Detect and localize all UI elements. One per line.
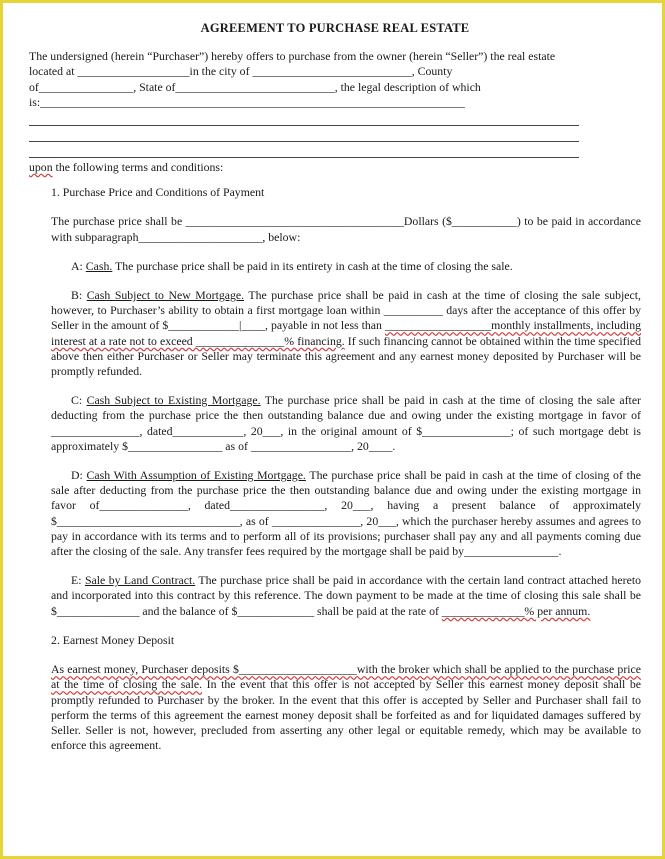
intro-line-4: is:________________________________________________________________________ [29,94,465,109]
clause-b-text-2: If such financing cannot be obtained within the time specified above then either Purchaser or Seller may terminate this agreement and any earnest money deposited by Purchaser will be promptly refunded. [51,333,641,379]
clause-b-prefix: B: [71,288,87,303]
clause-d-text: The purchase price shall be paid in cash at the time of closing of the sale after deducting from the purchase price the then outstanding balance due and owing under the existing mortgage in favor of_______________, dated________________, 20___, having a present balance of approximately $_______________________________, as of _______________, 20___, which the purchaser hereby assumes and agrees to pay in accordance with its terms and to perform all of its provisions; purchaser shall pay any and all payments coming due after the closing of the sale. Any transfer fees required by the mortgage shall be paid by________________. [51,468,642,559]
clause-c-text: The purchase price shall be paid in cash at the time of closing the sale after deducting from the purchase price the then outstanding balance due and owing under the existing mortgage in favor of _______________, dated____________, 20___, in the original amount of $_______________; of such mortgage debt is approximately $________________ as of _________________, 20____. [51,393,641,453]
intro-terms-line [29,160,641,175]
earnest-money-paragraph [51,662,641,753]
clause-b [51,288,641,379]
terms-text: the following terms and conditions: [52,160,224,175]
clause-b-text-1: The purchase price shall be paid in cash at the time of closing the sale subject, however, to Purchaser’s ability to obtain a first mortgage loan within __________ days after the acceptance of this offer by Seller in the amount of $____________|____, payable in not less than [51,288,641,333]
document-title: AGREEMENT TO PURCHASE REAL ESTATE [200,21,470,35]
clause-c [51,393,641,454]
clause-b-installments: __________________monthly installments, including interest at a rate not to exceed _______________% financing. [51,318,642,348]
clause-b-label: Cash Subject to New Mortgage. [86,288,245,303]
clause-a-prefix: A: [71,258,86,273]
purchase-price-paragraph: The purchase price shall be _____________________________________Dollars ($___________) to be paid in accordance with subparagraph_____________________, below: [51,214,641,244]
clause-e-text: The purchase price shall be paid in accordance with the certain land contract attached hereto and incorporated into this contract by this reference. The down payment to be made at the time of closing this sale shall be $______________ and the balance of $_____________ shall be paid at the rate of [51,573,642,618]
intro-line-3: of________________, State of___________________________, the legal description of which [29,79,481,94]
clause-d [51,468,641,559]
clause-a-label: Cash. [85,258,113,273]
section-1-heading: 1. Purchase Price and Conditions of Payment [51,185,265,200]
blank-rule-3 [29,142,579,158]
clause-c-prefix: C: [71,393,87,408]
blank-rule-1 [29,110,579,126]
clause-d-label: Cash With Assumption of Existing Mortgage. [86,468,306,483]
earnest-money-deposit-clause: As earnest money, Purchaser deposits $____________________with the broker which shall be applied to the purchase price at the time of closing the sale. [51,662,641,692]
clause-e-rate: ______________% per annum. [441,603,591,618]
earnest-money-text: In the event that this offer is not accepted by Seller this earnest money deposit shall be promptly refunded to Purchaser by the broker. In the event that this offer is accepted by Seller and Purchaser shall fail to perform the terms of this agreement the earnest money deposit shall be forfeited as and for liquidated damages suffered by Seller. Seller is not, however, precluded from asserting any other legal or equitable remedy, which may be available to enforce this agreement. [51,677,641,753]
upon-word: upon [29,160,53,175]
clause-c-label: Cash Subject to Existing Mortgage. [86,393,261,408]
clause-e-label: Sale by Land Contract. [84,573,196,588]
clause-d-prefix: D: [71,468,87,483]
clause-e-prefix: E: [71,573,85,588]
clause-a [51,259,641,274]
intro-line-1: The undersigned (herein “Purchaser”) hereby offers to purchase from the owner (herein “Seller”) the real estate [29,49,556,64]
intro-line-2: located at ___________________in the city of ___________________________, County [29,64,453,79]
blank-rule-2 [29,126,579,142]
section-2-heading: 2. Earnest Money Deposit [51,632,175,647]
clause-a-text: The purchase price shall be paid in its entirety in cash at the time of closing the sale. [112,258,513,273]
agreement-document [29,21,641,767]
intro-block [29,49,641,175]
clause-e [51,573,641,619]
